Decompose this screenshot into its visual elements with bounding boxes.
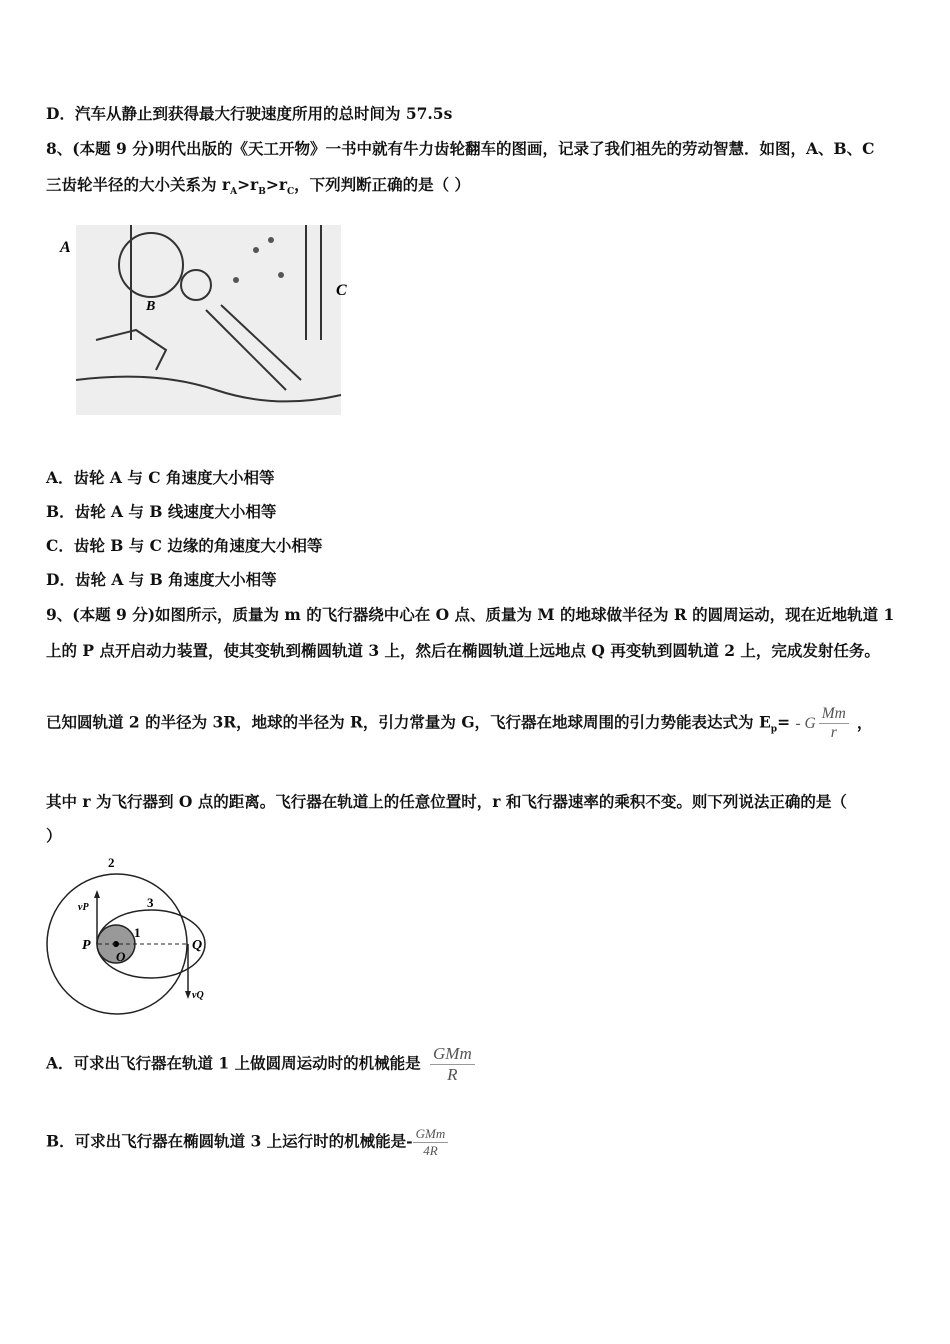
svg-text:2: 2 (108, 855, 115, 870)
label-b: B (146, 299, 156, 314)
q8-option-c: C．齿轮 B 与 C 边缘的角速度大小相等 (46, 536, 323, 555)
q9-option-a: A．可求出飞行器在轨道 1 上做圆周运动时的机械能是 $\frac{\text{GMm}}{R}$ (46, 1044, 475, 1085)
q8-option-a: A．齿轮 A 与 C 角速度大小相等 (46, 468, 275, 487)
q8-stem-line1: 8、(本题 9 分)明代出版的《天工开物》一书中就有牛力齿轮翻车的图画，记录了我们祖先的劳动智慧．如图，A、B、C (46, 139, 875, 158)
label-a: A (60, 239, 71, 256)
svg-text:1: 1 (134, 925, 141, 940)
orbit-diagram (40, 852, 220, 1017)
q8-option-d: D．齿轮 A 与 B 角速度大小相等 (46, 570, 277, 589)
svg-text:O: O (116, 949, 126, 964)
waterwheel-illustration (56, 220, 356, 420)
q9-stem-line3: 已知圆轨道 2 的半径为 3R，地球的半径为 R，引力常量为 G，飞行器在地球周围的引力势能表达式为 $E_p=$ - G $\frac{Mm}{r}$ ， (46, 705, 873, 741)
q9-stem-line4: 其中 r 为飞行器到 O 点的距离。飞行器在轨道上的任意位置时，r 和飞行器速率的乘积不变。则下列说法正确的是（ (46, 792, 847, 811)
q8-option-b: B．齿轮 A 与 B 线速度大小相等 (46, 502, 277, 521)
q9-stem-line1: 9、(本题 9 分)如图所示，质量为 m 的飞行器绕中心在 O 点、质量为 M 的地球做半径为 R 的圆周运动，现在近地轨道 1 (46, 605, 895, 624)
svg-text:3: 3 (147, 895, 154, 910)
svg-text:vQ: vQ (192, 990, 204, 1001)
svg-text:Q: Q (192, 938, 203, 953)
q9-stem-line5: ） (46, 826, 62, 845)
q9-stem-line2: 上的 P 点开启动力装置，使其变轨到椭圆轨道 3 上，然后在椭圆轨道上远地点 Q 再变轨到圆轨道 2 上，完成发射任务。 (46, 641, 880, 660)
label-c: C (336, 282, 347, 299)
q7-option-d: D．汽车从静止到获得最大行驶速度所用的总时间为 57.5s (46, 104, 453, 123)
svg-text:vP: vP (78, 902, 89, 913)
q9-option-b: B．可求出飞行器在椭圆轨道 3 上运行时的机械能是- $\frac{\text{GMm}}{4R}$ (46, 1126, 448, 1159)
q8-stem-line2: 三齿轮半径的大小关系为 $r_A>r_B>r_C$，下列判断正确的是（ ） (46, 175, 471, 198)
svg-text:P: P (82, 938, 91, 953)
